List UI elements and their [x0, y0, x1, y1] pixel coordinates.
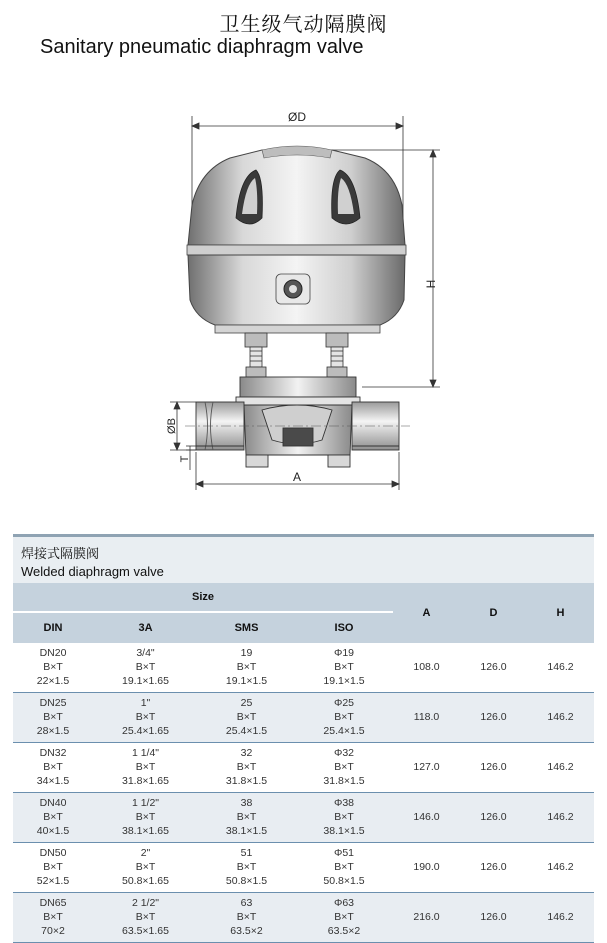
cell-line: B×T: [236, 661, 257, 673]
dimension-a-label: A: [292, 470, 302, 484]
cell-line: 2": [140, 847, 151, 859]
cell-d: 126.0: [460, 643, 527, 693]
cell-line: 31.8×1.65: [121, 775, 169, 787]
caption-cn: 焊接式隔膜阀: [21, 547, 100, 562]
cell-a: 108.0: [393, 643, 460, 693]
cell-a3: [93, 843, 198, 893]
cell-line: B×T: [135, 861, 156, 873]
header-3a: 3A: [93, 612, 198, 643]
cell-h: 146.2: [527, 743, 594, 793]
cell-sms: [198, 743, 295, 793]
cell-line: 1 1/2": [131, 797, 160, 809]
cell-line: 34×1.5: [36, 775, 70, 787]
cell-line: 70×2: [41, 925, 65, 937]
cell-din: [13, 893, 93, 943]
cell-a3: [93, 643, 198, 693]
cell-line: 38.1×1.65: [121, 825, 169, 837]
cell-line: Φ38: [333, 797, 355, 809]
cell-line: DN32: [39, 747, 67, 759]
cell-din: [13, 843, 93, 893]
header-h: H: [527, 583, 594, 643]
cell-line: B×T: [236, 861, 257, 873]
cell-sms: [198, 693, 295, 743]
cell-d: 126.0: [460, 893, 527, 943]
cell-line: B×T: [135, 661, 156, 673]
cell-h: 146.2: [527, 643, 594, 693]
cell-line: Φ25: [333, 697, 355, 709]
cell-line: 52×1.5: [36, 875, 70, 887]
cell-line: 50.8×1.65: [121, 875, 169, 887]
header-iso: ISO: [295, 612, 393, 643]
cell-line: B×T: [43, 761, 63, 773]
caption-en: Welded diaphragm valve: [21, 564, 164, 579]
table-row: [13, 643, 594, 693]
cell-h: 146.2: [527, 843, 594, 893]
cell-line: 25: [240, 697, 253, 709]
cell-line: B×T: [135, 911, 156, 923]
cell-sms: [198, 843, 295, 893]
cell-line: B×T: [334, 811, 354, 823]
cell-line: Φ51: [333, 847, 355, 859]
cell-line: 3/4": [136, 647, 155, 659]
cell-line: B×T: [135, 811, 156, 823]
actuator: [187, 146, 406, 333]
cell-line: B×T: [334, 661, 354, 673]
cell-line: B×T: [236, 811, 257, 823]
cell-line: B×T: [236, 761, 257, 773]
dimension-d-label: ØD: [288, 110, 306, 124]
cell-line: 63: [240, 897, 253, 909]
cell-h: 146.2: [527, 693, 594, 743]
cell-line: B×T: [334, 861, 354, 873]
cell-iso: [295, 743, 393, 793]
cell-line: B×T: [135, 711, 156, 723]
spec-table-section: [13, 534, 594, 943]
cell-line: Φ63: [333, 897, 355, 909]
spec-table-body: [13, 643, 594, 943]
cell-line: 19: [240, 647, 253, 659]
cell-line: B×T: [334, 911, 354, 923]
cell-line: B×T: [43, 811, 63, 823]
cell-line: B×T: [334, 761, 354, 773]
cell-din: [13, 643, 93, 693]
cell-d: 126.0: [460, 793, 527, 843]
cell-line: 25.4×1.65: [121, 725, 169, 737]
cell-a: 127.0: [393, 743, 460, 793]
dimension-t-label: T: [179, 455, 191, 463]
cell-iso: [295, 693, 393, 743]
cell-line: DN20: [39, 647, 67, 659]
valve-drawing: [0, 100, 607, 510]
cell-line: 32: [240, 747, 253, 759]
cell-line: B×T: [236, 711, 257, 723]
cell-din: [13, 743, 93, 793]
table-row: [13, 793, 594, 843]
cell-iso: [295, 793, 393, 843]
cell-line: 19.1×1.5: [225, 675, 268, 687]
cell-line: 1": [140, 697, 151, 709]
page-title-cn: 卫生级气动隔膜阀: [219, 12, 388, 36]
cell-sms: [198, 893, 295, 943]
cell-sms: [198, 643, 295, 693]
table-row: [13, 893, 594, 943]
cell-line: 63.5×2: [327, 925, 361, 937]
cell-line: B×T: [334, 711, 354, 723]
cell-d: 126.0: [460, 743, 527, 793]
cell-line: 63.5×1.65: [121, 925, 169, 937]
cell-d: 126.0: [460, 693, 527, 743]
cell-din: [13, 793, 93, 843]
size-header: Size: [13, 583, 393, 612]
header-d: D: [460, 583, 527, 643]
cell-iso: [295, 893, 393, 943]
cell-line: 50.8×1.5: [323, 875, 365, 887]
table-caption: [13, 534, 594, 583]
cell-line: DN65: [39, 897, 67, 909]
header-din: DIN: [13, 612, 93, 643]
cell-h: 146.2: [527, 893, 594, 943]
cell-line: 31.8×1.5: [225, 775, 268, 787]
cell-line: Φ32: [333, 747, 355, 759]
header-a: A: [393, 583, 460, 643]
cell-line: 63.5×2: [230, 925, 263, 937]
header-sms: SMS: [198, 612, 295, 643]
cell-d: 126.0: [460, 843, 527, 893]
cell-line: 2 1/2": [131, 897, 160, 909]
cell-line: 40×1.5: [36, 825, 70, 837]
cell-line: 31.8×1.5: [323, 775, 365, 787]
cell-line: 25.4×1.5: [225, 725, 268, 737]
cell-line: DN40: [39, 797, 67, 809]
cell-line: B×T: [43, 711, 63, 723]
cell-line: 51: [240, 847, 253, 859]
cell-line: B×T: [43, 911, 63, 923]
cell-line: 28×1.5: [36, 725, 70, 737]
cell-line: 38: [240, 797, 253, 809]
valve-body: [236, 377, 360, 467]
cell-line: B×T: [43, 861, 63, 873]
cell-a3: [93, 793, 198, 843]
cell-line: 1 1/4": [131, 747, 160, 759]
cell-line: 19.1×1.5: [323, 675, 365, 687]
table-row: [13, 843, 594, 893]
cell-a: 190.0: [393, 843, 460, 893]
cell-line: 38.1×1.5: [323, 825, 365, 837]
cell-a: 146.0: [393, 793, 460, 843]
cell-line: 19.1×1.65: [121, 675, 169, 687]
cell-line: DN25: [39, 697, 67, 709]
cell-sms: [198, 793, 295, 843]
dimension-b-label: ØB: [166, 418, 178, 434]
cell-line: Φ19: [333, 647, 355, 659]
cell-iso: [295, 843, 393, 893]
cell-line: 38.1×1.5: [225, 825, 268, 837]
page-title-en: Sanitary pneumatic diaphragm valve: [40, 36, 364, 58]
cell-line: B×T: [135, 761, 156, 773]
cell-din: [13, 693, 93, 743]
cell-a3: [93, 743, 198, 793]
cell-a3: [93, 693, 198, 743]
cell-a3: [93, 893, 198, 943]
bolts: [245, 333, 348, 377]
spec-table: [13, 583, 594, 943]
table-row: [13, 743, 594, 793]
cell-line: B×T: [236, 911, 257, 923]
cell-a: 118.0: [393, 693, 460, 743]
table-row: [13, 693, 594, 743]
cell-line: 25.4×1.5: [323, 725, 365, 737]
cell-line: 50.8×1.5: [225, 875, 268, 887]
dimension-h-label: H: [424, 279, 438, 289]
cell-line: DN50: [39, 847, 67, 859]
cell-a: 216.0: [393, 893, 460, 943]
cell-line: 22×1.5: [36, 675, 70, 687]
cell-line: B×T: [43, 661, 63, 673]
cell-iso: [295, 643, 393, 693]
cell-h: 146.2: [527, 793, 594, 843]
